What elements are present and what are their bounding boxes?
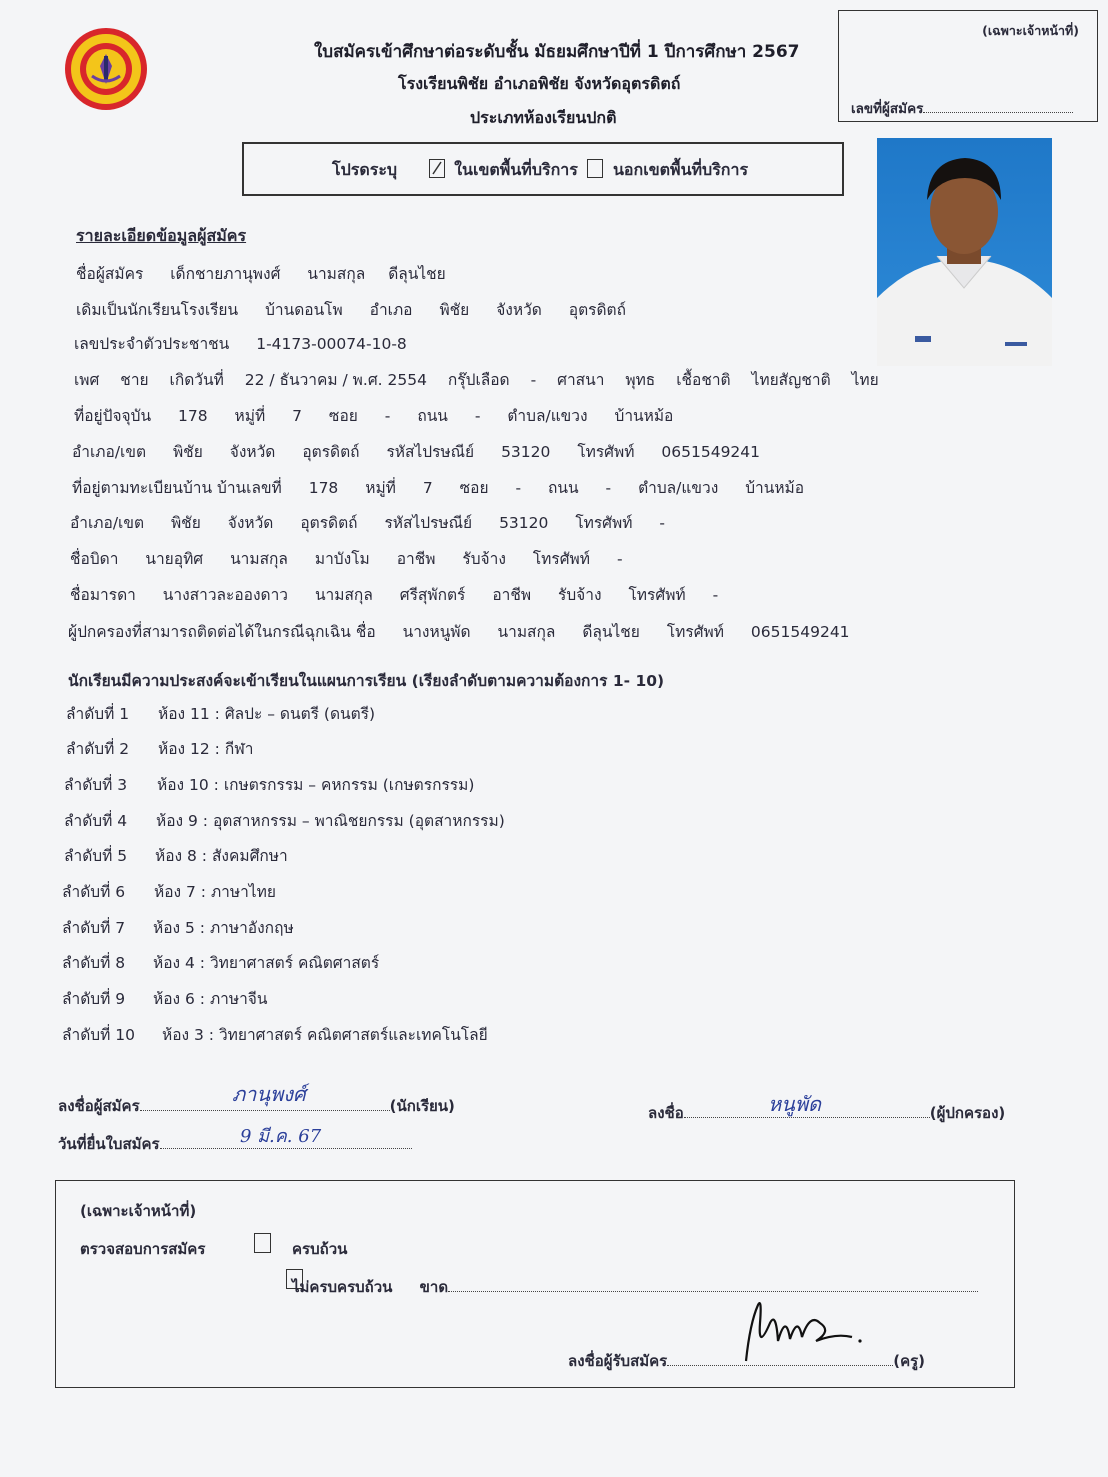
registered-address-row-1 xyxy=(72,475,826,500)
name-row xyxy=(76,261,468,286)
sex-label: เพศ xyxy=(74,371,100,389)
current-address-row-2 xyxy=(72,439,782,464)
form-title: ใบสมัครเข้าศึกษาต่อระดับชั้น มัธยมศึกษาปีที่ 1 ปีการศึกษา 2567 xyxy=(314,42,800,62)
out-area-label: นอกเขตพื้นที่บริการ xyxy=(612,160,749,179)
applicant-photo xyxy=(877,138,1052,366)
blood-label: กรุ๊ปเลือด xyxy=(447,371,510,389)
applicant-no-label: เลขที่ผู้สมัคร xyxy=(851,101,924,117)
official-box-bottom xyxy=(55,1180,1015,1388)
postal-label: รหัสไปรษณีย์ xyxy=(386,443,475,461)
guardian-sign-label: ลงชื่อ xyxy=(648,1104,684,1122)
area-prompt: โปรดระบุ xyxy=(332,160,398,179)
reg-addr-no: 178 xyxy=(308,479,339,497)
father-phone-label: โทรศัพท์ xyxy=(532,550,590,568)
applicant-sign-label: ลงชื่อผู้สมัคร xyxy=(58,1097,140,1115)
guardian-label: ผู้ปกครองที่สามารถติดต่อได้ในกรณีฉุกเฉิน ชื่อ xyxy=(68,623,376,641)
plan-rank: ลำดับที่ 2 xyxy=(66,740,130,758)
guardian-surname-label: นามสกุล xyxy=(497,623,556,641)
class-type-line: ประเภทห้องเรียนปกติ xyxy=(470,108,617,127)
applicant-no-dots xyxy=(923,112,1073,113)
moo: 7 xyxy=(292,407,302,425)
surname-label: นามสกุล xyxy=(307,265,366,283)
race-label: เชื้อชาติ xyxy=(676,371,731,389)
plan-rank: ลำดับที่ 10 xyxy=(62,1026,135,1044)
road-label: ถนน xyxy=(417,407,448,425)
service-area-box xyxy=(242,142,844,196)
phone: 0651549241 xyxy=(661,443,761,461)
prev-district-label: อำเภอ xyxy=(369,301,413,319)
school-seal-logo xyxy=(60,26,152,112)
applicant-role: (นักเรียน) xyxy=(389,1097,455,1115)
plan-rank: ลำดับที่ 3 xyxy=(64,776,128,794)
handwritten-date: 9 มี.ค. 67 xyxy=(240,1126,322,1147)
mother-job-label: อาชีพ xyxy=(492,586,532,604)
reg-phone: - xyxy=(659,514,665,532)
official-bottom-label: (เฉพาะเจ้าหน้าที่) xyxy=(80,1202,197,1220)
postal: 53120 xyxy=(501,443,551,461)
reg-addr-label: ที่อยู่ตามทะเบียนบ้าน บ้านเลขที่ xyxy=(72,479,282,497)
prev-district: พิชัย xyxy=(439,301,470,319)
plan-rank: ลำดับที่ 4 xyxy=(64,812,128,830)
mother-surname: ศรีสุพักตร์ xyxy=(399,586,466,604)
student-portrait-image xyxy=(877,138,1052,366)
applicant-handwritten-signature: ภานุพงศ์ xyxy=(232,1082,306,1106)
complete-label: ครบถ้วน xyxy=(292,1240,348,1258)
tambon-label: ตำบล/แขวง xyxy=(507,407,588,425)
father-surname: มาบังโม xyxy=(314,550,370,568)
plan-rank: ลำดับที่ 5 xyxy=(64,847,128,865)
amphoe: พิชัย xyxy=(172,443,203,461)
submit-date-field[interactable] xyxy=(58,1132,412,1156)
father-phone: - xyxy=(616,550,623,568)
changwat-label: จังหวัด xyxy=(229,443,276,461)
dob: 22 / ธันวาคม / พ.ศ. 2554 xyxy=(244,371,427,389)
nationality: ไทย xyxy=(851,371,879,389)
mother-label: ชื่อมารดา xyxy=(70,586,136,604)
plan-room: ห้อง 8 : สังคมศึกษา xyxy=(155,847,288,865)
father-label: ชื่อบิดา xyxy=(70,550,119,568)
reg-amphoe: พิชัย xyxy=(170,514,201,532)
applicant-no-field[interactable] xyxy=(851,97,1073,119)
prev-school-label: เดิมเป็นนักเรียนโรงเรียน xyxy=(76,301,239,319)
race: ไทย xyxy=(751,371,779,389)
tambon: บ้านหม้อ xyxy=(614,407,674,425)
religion-label: ศาสนา xyxy=(557,371,605,389)
reg-postal: 53120 xyxy=(499,514,549,532)
registered-address-row-2 xyxy=(70,510,687,535)
mother-job: รับจ้าง xyxy=(558,586,602,604)
id-row xyxy=(74,331,429,356)
sex: ชาย xyxy=(120,371,149,389)
applicant-surname: ดีลุนไชย xyxy=(388,265,446,283)
reg-amphoe-label: อำเภอ/เขต xyxy=(70,514,145,532)
guardian-phone-label: โทรศัพท์ xyxy=(666,623,724,641)
father-row xyxy=(70,546,645,571)
official-only-label: (เฉพาะเจ้าหน้าที่) xyxy=(982,23,1079,38)
prev-school: บ้านดอนโพ xyxy=(265,301,343,319)
out-area-checkbox[interactable] xyxy=(587,159,603,178)
receiver-sign-label: ลงชื่อผู้รับสมัคร xyxy=(568,1352,668,1370)
plan-room: ห้อง 9 : อุตสาหกรรม – พาณิชยกรรม (อุตสาหกรรม) xyxy=(156,812,505,830)
plan-room: ห้อง 7 : ภาษาไทย xyxy=(154,883,276,901)
details-heading: รายละเอียดข้อมูลผู้สมัคร xyxy=(76,226,247,245)
prev-school-row xyxy=(76,297,648,322)
receiver-handwritten-signature xyxy=(740,1293,870,1367)
check-mark-icon xyxy=(430,160,444,177)
reg-changwat-label: จังหวัด xyxy=(227,514,274,532)
guardian-surname: ดีลุนไชย xyxy=(582,623,640,641)
phone-label: โทรศัพท์ xyxy=(577,443,635,461)
guardian-role: (ผู้ปกครอง) xyxy=(929,1104,1006,1122)
mother-surname-label: นามสกุล xyxy=(314,586,373,604)
incomplete-field[interactable] xyxy=(292,1275,978,1299)
missing-label: ขาด xyxy=(419,1278,449,1296)
reg-soi: - xyxy=(515,479,522,497)
plan-room: ห้อง 4 : วิทยาศาสตร์ คณิตศาสตร์ xyxy=(153,954,380,972)
in-area-checkbox[interactable] xyxy=(429,159,445,178)
plans-heading: นักเรียนมีความประสงค์จะเข้าเรียนในแผนการเรียน (เรียงลำดับตามความต้องการ 1- 10) xyxy=(68,672,665,690)
father-name: นายอุทิศ xyxy=(145,550,204,568)
prev-province: อุตรดิตถ์ xyxy=(568,301,626,319)
father-surname-label: นามสกุล xyxy=(230,550,288,568)
plan-room: ห้อง 5 : ภาษาอังกฤษ xyxy=(153,919,294,937)
father-job: รับจ้าง xyxy=(462,550,506,568)
father-job-label: อาชีพ xyxy=(396,550,436,568)
mother-phone: - xyxy=(712,586,719,604)
guardian-row xyxy=(68,619,872,644)
reg-moo: 7 xyxy=(422,479,433,497)
guardian-name: นางหนูพัด xyxy=(402,623,471,641)
soi: - xyxy=(384,407,391,425)
plan-room: ห้อง 10 : เกษตรกรรม – คหกรรม (เกษตรกรรม) xyxy=(157,776,475,794)
plan-room: ห้อง 3 : วิทยาศาสตร์ คณิตศาสตร์และเทคโนโลยี xyxy=(162,1026,488,1044)
reg-moo-label: หมู่ที่ xyxy=(365,479,396,497)
receiver-role: (ครู) xyxy=(893,1352,926,1370)
reg-tambon: บ้านหม้อ xyxy=(745,479,805,497)
applicant-sign-line xyxy=(140,1110,390,1111)
soi-label: ซอย xyxy=(328,407,358,425)
service-area-row xyxy=(332,158,748,183)
mother-row xyxy=(70,582,740,607)
nationality-label: สัญชาติ xyxy=(778,371,831,389)
personal-row xyxy=(74,367,879,392)
addr-no: 178 xyxy=(177,407,208,425)
reg-tambon-label: ตำบล/แขวง xyxy=(638,479,719,497)
blood-type: - xyxy=(530,371,537,389)
guardian-signature-field[interactable] xyxy=(648,1101,1005,1125)
plan-rank: ลำดับที่ 8 xyxy=(62,954,126,972)
plan-room: ห้อง 11 : ศิลปะ – ดนตรี (ดนตรี) xyxy=(158,705,376,723)
addr-label: ที่อยู่ปัจจุบัน xyxy=(74,407,152,425)
changwat: อุตรดิตถ์ xyxy=(302,443,360,461)
reg-road-label: ถนน xyxy=(548,479,579,497)
id-label: เลขประจำตัวประชาชน xyxy=(74,335,230,353)
school-line: โรงเรียนพิชัย อำเภอพิชัย จังหวัดอุตรดิตถ์ xyxy=(398,74,681,93)
guardian-handwritten-signature: หนูพัด xyxy=(768,1092,822,1116)
in-area-label: ในเขตพื้นที่บริการ xyxy=(454,160,578,179)
reg-changwat: อุตรดิตถ์ xyxy=(300,514,358,532)
reg-postal-label: รหัสไปรษณีย์ xyxy=(384,514,473,532)
citizen-id: 1-4173-00074-10-8 xyxy=(256,335,407,353)
current-address-row-1 xyxy=(74,403,695,428)
date-label: วันที่ยื่นใบสมัคร xyxy=(58,1135,160,1153)
religion: พุทธ xyxy=(625,371,656,389)
official-box-top xyxy=(838,10,1098,122)
plan-rank: ลำดับที่ 7 xyxy=(62,919,126,937)
plan-rank: ลำดับที่ 6 xyxy=(62,883,126,901)
road: - xyxy=(474,407,481,425)
incomplete-label: ไม่ครบครบถ้วน xyxy=(292,1278,393,1296)
amphoe-label: อำเภอ/เขต xyxy=(72,443,147,461)
plan-room: ห้อง 12 : กีฬา xyxy=(158,740,254,758)
plan-room: ห้อง 6 : ภาษาจีน xyxy=(153,990,268,1008)
plan-rank: ลำดับที่ 1 xyxy=(66,705,130,723)
name-label: ชื่อผู้สมัคร xyxy=(76,265,144,283)
guardian-phone: 0651549241 xyxy=(750,623,850,641)
reg-soi-label: ซอย xyxy=(459,479,489,497)
mother-phone-label: โทรศัพท์ xyxy=(628,586,686,604)
moo-label: หมู่ที่ xyxy=(234,407,266,425)
mother-name: นางสาวละอองดาว xyxy=(162,586,289,604)
dob-label: เกิดวันที่ xyxy=(169,371,224,389)
missing-line xyxy=(448,1291,978,1292)
check-application-label: ตรวจสอบการสมัคร xyxy=(80,1240,206,1258)
reg-road: - xyxy=(605,479,612,497)
prev-province-label: จังหวัด xyxy=(496,301,542,319)
reg-phone-label: โทรศัพท์ xyxy=(575,514,633,532)
plan-rank: ลำดับที่ 9 xyxy=(62,990,126,1008)
applicant-name: เด็กชายภานุพงศ์ xyxy=(170,265,281,283)
complete-checkbox[interactable] xyxy=(254,1233,271,1253)
